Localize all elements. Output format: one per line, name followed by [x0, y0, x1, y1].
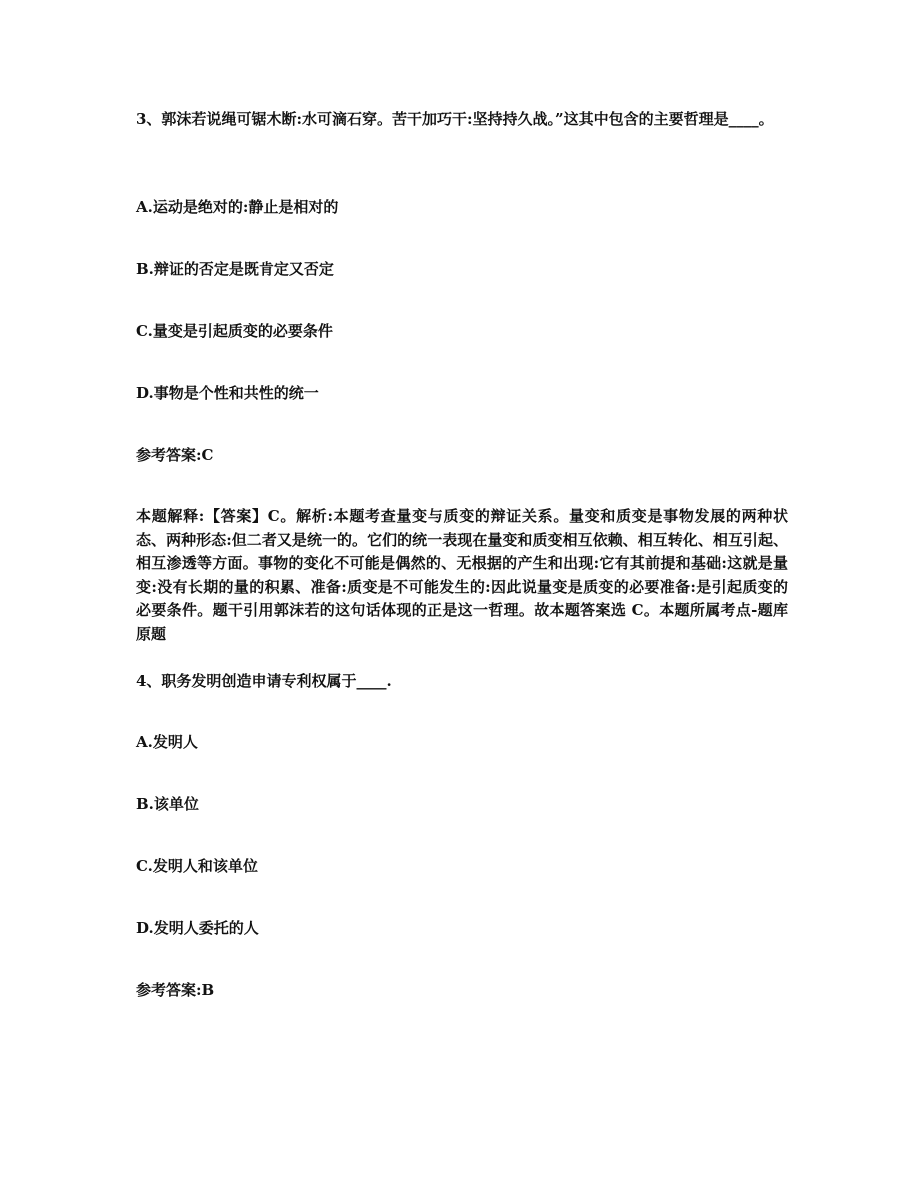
question-3-option-a: A.运动是绝对的:静止是相对的	[136, 198, 339, 216]
question-3-stem: 3、郭沫若说绳可锯木断:水可滴石穿。苦干加巧干:坚持持久战。”这其中包含的主要哲理是____。	[136, 110, 774, 128]
question-3-answer: 参考答案:C	[136, 446, 214, 464]
question-4-option-b: B.该单位	[136, 795, 199, 813]
question-3-explanation: 本题解释:【答案】C。解析:本题考查量变与质变的辩证关系。量变和质变是事物发展的两种状态、两种形态:但二者又是统一的。它们的统一表现在量变和质变相互依赖、相互转化、相互引起、相互渗透等方面。事物的变化不可能是偶然的、无根据的产生和出现:它有其前提和基础:这就是量变:没有长期的量的积累、准备:质变是不可能发生的:因此说量变是质变的必要准备:是引起质变的必要条件。题干引用郭沫若的这句话体现的正是这一哲理。故本题答案选 C。本题所属考点-题库原题	[136, 507, 788, 643]
question-4-stem: 4、职务发明创造申请专利权属于____.	[136, 672, 392, 690]
question-3-option-c: C.量变是引起质变的必要条件	[136, 322, 333, 340]
question-4-answer: 参考答案:B	[136, 981, 215, 999]
question-4-option-d: D.发明人委托的人	[136, 919, 259, 937]
question-3-option-b: B.辩证的否定是既肯定又否定	[136, 260, 334, 278]
question-4-option-c: C.发明人和该单位	[136, 857, 258, 875]
question-3-option-d: D.事物是个性和共性的统一	[136, 384, 319, 402]
question-4-option-a: A.发明人	[136, 733, 198, 751]
